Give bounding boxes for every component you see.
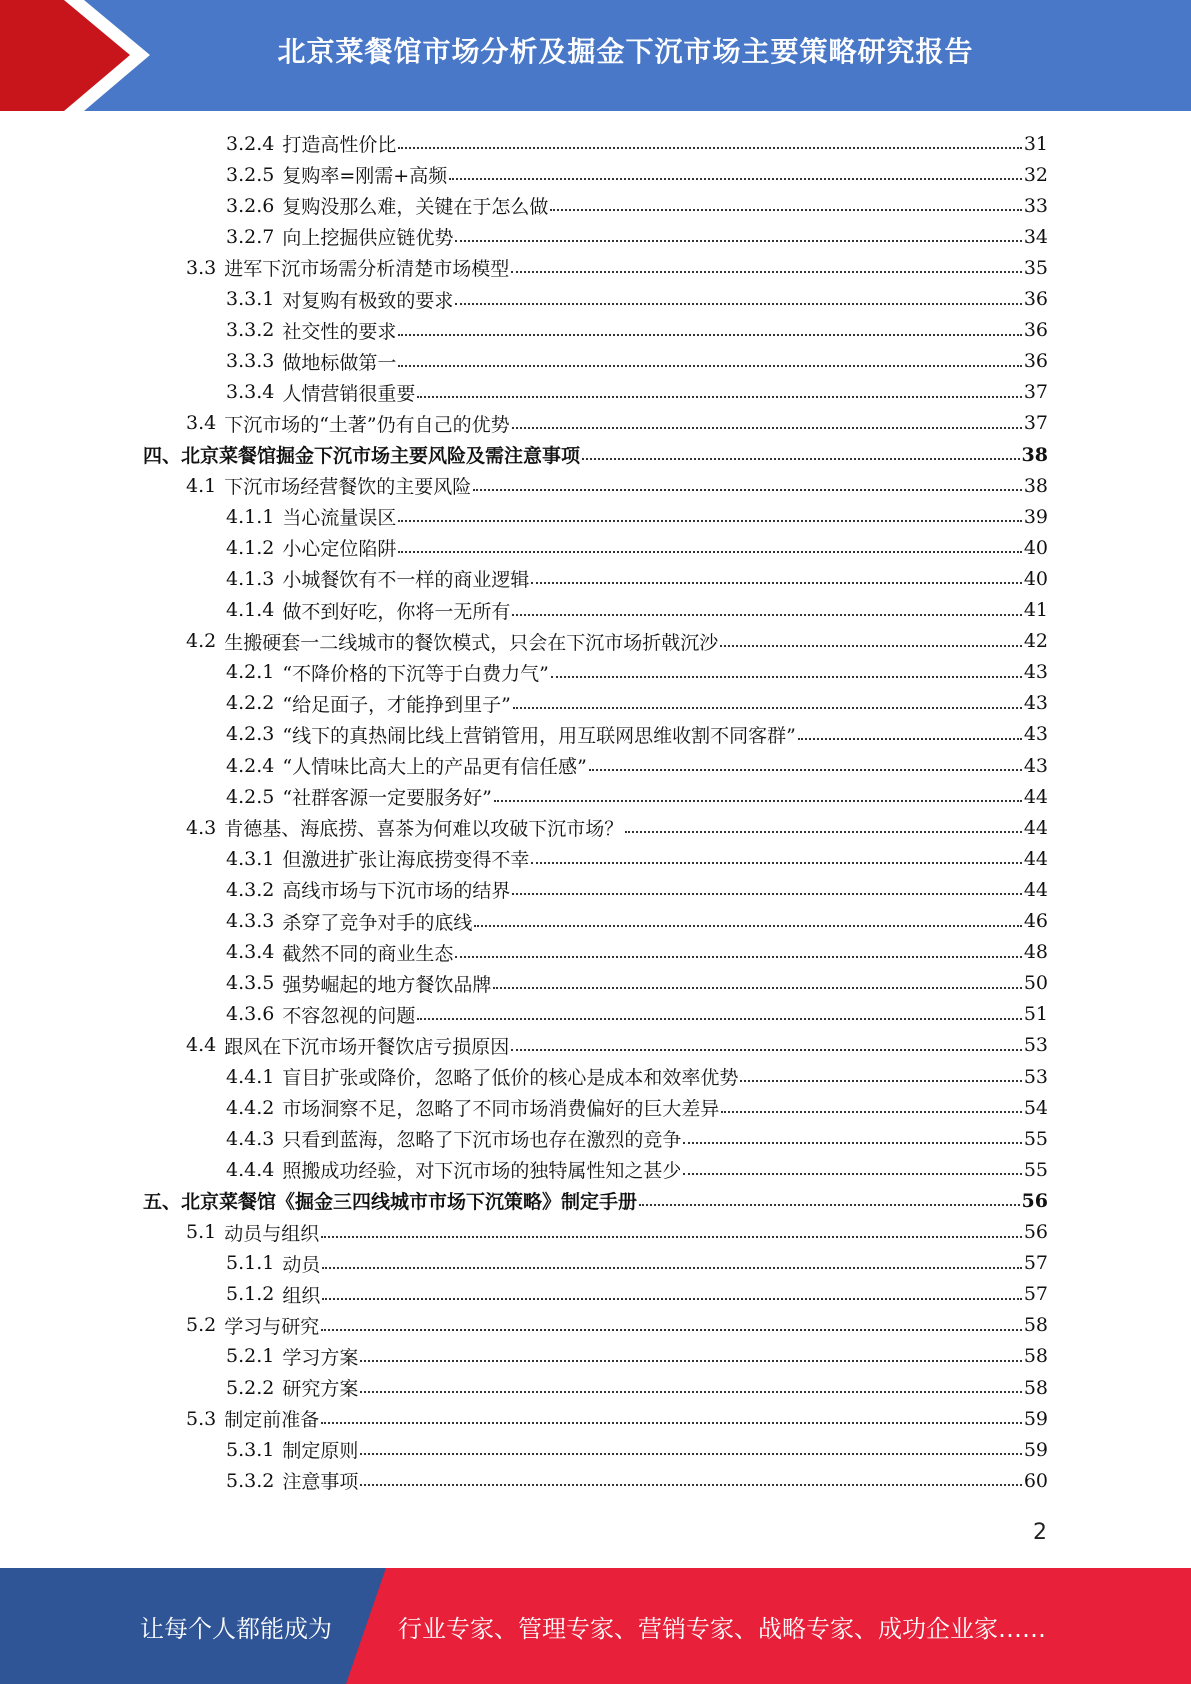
toc-entry-title: 小城餐饮有不一样的商业逻辑 — [282, 569, 530, 592]
toc-entry[interactable] — [186, 1403, 1048, 1434]
toc-dot-leader — [512, 892, 1021, 895]
toc-dot-leader — [720, 644, 1022, 647]
toc-entry-number: 4.4 — [186, 1034, 217, 1057]
toc-entry-title: 强势崛起的地方餐饮品牌 — [282, 973, 492, 996]
toc-dot-leader — [321, 1235, 1022, 1238]
toc-entry-page: 55 — [1023, 1127, 1048, 1150]
footer-slogan-left: 让每个人都能成为 — [140, 1614, 332, 1643]
toc-dot-leader — [531, 861, 1021, 864]
toc-entry-title: “线下的真热闹比线上营销管用，用互联网思维收割不同客群” — [282, 724, 796, 747]
toc-entry-page: 43 — [1023, 754, 1048, 777]
toc-dot-leader — [321, 1328, 1022, 1331]
toc-entry-title: 制定前准备 — [224, 1409, 320, 1432]
toc-dot-leader — [398, 333, 1021, 336]
toc-dot-leader — [360, 1483, 1021, 1486]
toc-entry-number: 4.3.2 — [226, 878, 275, 901]
toc-entry[interactable] — [226, 657, 1048, 688]
toc-entry[interactable] — [226, 221, 1048, 252]
toc-entry[interactable] — [226, 1372, 1048, 1403]
toc-entry-number: 4.1.1 — [226, 505, 275, 528]
toc-entry-title: 小心定位陷阱 — [282, 538, 397, 561]
toc-entry-number: 5.2 — [186, 1314, 217, 1337]
header-arrow-decoration — [0, 0, 150, 111]
toc-entry[interactable] — [226, 750, 1048, 781]
toc-entry-page: 32 — [1023, 163, 1048, 186]
toc-dot-leader — [589, 768, 1022, 771]
toc-entry-number: 4.1.4 — [226, 599, 275, 621]
toc-entry[interactable] — [226, 128, 1048, 159]
toc-dot-leader — [322, 1266, 1021, 1269]
toc-entry-page: 58 — [1023, 1345, 1048, 1368]
toc-dot-leader — [398, 364, 1021, 367]
toc-entry-number: 3.3.1 — [226, 288, 275, 310]
toc-entry[interactable] — [143, 1185, 1048, 1216]
toc-entry[interactable] — [226, 159, 1048, 190]
toc-entry-number: 4.2.5 — [226, 785, 275, 808]
toc-dot-leader — [721, 1110, 1021, 1113]
toc-entry-number: 4.2.4 — [226, 754, 275, 777]
toc-entry-page: 46 — [1023, 910, 1048, 932]
toc-entry-page: 38 — [1023, 474, 1048, 497]
toc-dot-leader — [398, 519, 1021, 522]
toc-entry-number: 3.2.5 — [226, 163, 275, 186]
toc-entry-page: 43 — [1023, 692, 1048, 715]
toc-entry-page: 50 — [1023, 972, 1048, 995]
toc-entry-number: 4.2.3 — [226, 723, 275, 746]
toc-entry-page: 36 — [1023, 350, 1048, 373]
toc-entry-title: 做不到好吃，你将一无所有 — [282, 600, 511, 623]
toc-entry-page: 60 — [1023, 1469, 1048, 1492]
toc-entry-number: 4.1 — [186, 474, 217, 497]
toc-dot-leader — [493, 986, 1021, 989]
toc-entry-title: 向上挖掘供应链优势 — [282, 227, 454, 250]
toc-dot-leader — [550, 208, 1021, 211]
toc-entry-page: 43 — [1023, 723, 1048, 746]
toc-entry[interactable] — [226, 563, 1048, 594]
toc-entry[interactable] — [226, 968, 1048, 999]
toc-dot-leader — [511, 270, 1022, 273]
toc-entry-number: 3.3.4 — [226, 381, 275, 404]
toc-entry[interactable] — [226, 843, 1048, 874]
toc-entry-page: 31 — [1023, 132, 1048, 155]
toc-entry-title: 杀穿了竞争对手的底线 — [282, 911, 473, 934]
toc-entry-title: 制定原则 — [282, 1440, 359, 1463]
toc-entry-page: 44 — [1023, 785, 1048, 808]
toc-entry[interactable] — [226, 1061, 1048, 1092]
toc-dot-leader — [639, 1203, 1020, 1206]
toc-entry[interactable] — [186, 470, 1048, 501]
toc-entry-page: 54 — [1023, 1096, 1048, 1119]
toc-entry-number: 5.2.2 — [226, 1376, 275, 1399]
toc-entry[interactable] — [226, 1341, 1048, 1372]
toc-dot-leader — [494, 799, 1022, 802]
toc-entry-number: 5.3.1 — [226, 1438, 275, 1461]
toc-entry-number: 3.2.4 — [226, 132, 275, 155]
toc-entry-number: 4.3.6 — [226, 1003, 275, 1026]
toc-entry-number: 3.3 — [186, 256, 217, 279]
toc-entry-page: 55 — [1023, 1158, 1048, 1181]
toc-entry[interactable] — [226, 315, 1048, 346]
toc-entry[interactable] — [226, 501, 1048, 532]
toc-dot-leader — [740, 1079, 1021, 1082]
toc-entry-title: 肯德基、海底捞、喜茶为何难以攻破下沉市场？ — [224, 818, 624, 841]
toc-entry-title: 下沉市场的“土著”仍有自己的优势 — [224, 413, 510, 436]
toc-entry-page: 34 — [1023, 225, 1048, 248]
toc-entry-number: 5.1.1 — [226, 1252, 275, 1275]
toc-entry-title: 对复购有极致的要求 — [282, 289, 454, 312]
toc-dot-leader — [798, 737, 1022, 740]
toc-entry-title: 生搬硬套一二线城市的餐饮模式，只会在下沉市场折戟沉沙 — [224, 631, 719, 654]
toc-entry-title: 人情营销很重要 — [282, 382, 416, 405]
toc-dot-leader — [360, 1452, 1021, 1455]
toc-entry-title: 研究方案 — [282, 1378, 359, 1400]
toc-entry-page: 40 — [1023, 567, 1048, 590]
toc-entry-title: 社交性的要求 — [282, 320, 397, 343]
toc-entry-page: 56 — [1023, 1221, 1048, 1243]
toc-entry-number: 3.4 — [186, 412, 217, 435]
toc-entry-number: 3.3.2 — [226, 319, 275, 342]
toc-entry-page: 51 — [1023, 1003, 1048, 1026]
footer-slogan-right: 行业专家、管理专家、营销专家、战略专家、成功企业家…… — [398, 1614, 1046, 1643]
toc-dot-leader — [683, 1172, 1021, 1175]
toc-entry-page: 40 — [1023, 536, 1048, 559]
toc-entry-page: 59 — [1023, 1407, 1048, 1430]
toc-entry-page: 37 — [1023, 412, 1048, 435]
toc-entry[interactable] — [226, 1092, 1048, 1123]
toc-dot-leader — [322, 1297, 1021, 1300]
toc-dot-leader — [398, 146, 1021, 149]
toc-entry-page: 38 — [1021, 443, 1048, 466]
toc-entry[interactable] — [226, 781, 1048, 812]
toc-entry-page: 33 — [1023, 194, 1048, 217]
toc-dot-leader — [360, 1390, 1021, 1393]
toc-entry-title: 组织 — [282, 1284, 321, 1307]
toc-entry[interactable] — [226, 346, 1048, 377]
page-header — [0, 0, 1191, 111]
toc-entry-number: 4.2 — [186, 630, 217, 653]
toc-entry-number: 4.3.1 — [226, 847, 275, 870]
toc-entry[interactable] — [186, 1217, 1048, 1248]
toc-dot-leader — [551, 675, 1022, 678]
toc-entry-number: 4.4.4 — [226, 1158, 275, 1181]
toc-entry-number: 4.3.4 — [226, 941, 275, 964]
toc-entry[interactable] — [143, 439, 1048, 470]
toc-entry-number: 5.3.2 — [226, 1469, 275, 1492]
toc-entry-page: 36 — [1023, 319, 1048, 342]
toc-entry-number: 4.3 — [186, 816, 217, 839]
report-title: 北京菜餐馆市场分析及掘金下沉市场主要策略研究报告 — [277, 35, 974, 68]
toc-entry-page: 37 — [1023, 381, 1048, 404]
toc-entry-number: 4.4.3 — [226, 1127, 275, 1150]
toc-entry-title: 打造高性价比 — [282, 134, 397, 156]
toc-entry[interactable] — [226, 190, 1048, 221]
toc-entry-number: 4.4.2 — [226, 1096, 275, 1119]
toc-entry[interactable] — [186, 408, 1048, 439]
toc-entry-title: “给足面子，才能挣到里子” — [282, 693, 511, 716]
toc-entry[interactable] — [186, 812, 1048, 843]
toc-entry-page: 48 — [1023, 941, 1048, 964]
toc-entry[interactable] — [226, 719, 1048, 750]
toc-entry-page: 58 — [1023, 1376, 1048, 1399]
toc-entry-page: 41 — [1023, 599, 1048, 621]
toc-entry[interactable] — [226, 1154, 1048, 1185]
toc-entry[interactable] — [226, 874, 1048, 905]
toc-entry-number: 4.4.1 — [226, 1065, 275, 1088]
toc-entry-number: 5.1 — [186, 1221, 217, 1243]
toc-entry-title: 市场洞察不足，忽略了不同市场消费偏好的巨大差异 — [282, 1098, 720, 1121]
toc-entry-page: 53 — [1023, 1034, 1048, 1057]
toc-entry-title: “社群客源一定要服务好” — [282, 787, 492, 810]
toc-entry[interactable] — [226, 1434, 1048, 1465]
toc-dot-leader — [625, 830, 1022, 833]
toc-entry[interactable] — [226, 1123, 1048, 1154]
toc-entry[interactable] — [226, 906, 1048, 937]
toc-entry-page: 42 — [1023, 630, 1048, 653]
toc-entry-number: 3.2.6 — [226, 194, 275, 217]
toc-dot-leader — [683, 1141, 1021, 1144]
toc-entry[interactable] — [226, 532, 1048, 563]
toc-entry[interactable] — [226, 284, 1048, 315]
toc-entry-number: 5.1.2 — [226, 1283, 275, 1306]
toc-entry-number: 4.3.3 — [226, 910, 275, 932]
toc-entry-title: 高线市场与下沉市场的结界 — [282, 880, 511, 903]
toc-dot-leader — [455, 302, 1021, 305]
toc-entry[interactable] — [226, 937, 1048, 968]
toc-entry-title: 复购率=刚需+高频 — [282, 165, 448, 188]
toc-entry[interactable] — [186, 626, 1048, 657]
toc-entry-title: 四、北京菜餐馆掘金下沉市场主要风险及需注意事项 — [143, 445, 581, 467]
toc-dot-leader — [417, 395, 1021, 398]
toc-dot-leader — [474, 924, 1021, 927]
toc-entry-number: 3.3.3 — [226, 350, 275, 373]
toc-entry[interactable] — [186, 252, 1048, 283]
toc-entry[interactable] — [226, 1279, 1048, 1310]
toc-entry-title: “不降价格的下沉等于白费力气” — [282, 662, 549, 685]
toc-entry-page: 39 — [1023, 505, 1048, 528]
toc-entry[interactable] — [186, 1030, 1048, 1061]
toc-entry-page: 57 — [1023, 1252, 1048, 1275]
toc-entry-title: 不容忽视的问题 — [282, 1004, 416, 1027]
toc-entry[interactable] — [226, 595, 1048, 626]
toc-entry[interactable] — [226, 688, 1048, 719]
toc-entry-title: 学习方案 — [282, 1346, 359, 1369]
toc-entry-title: 跟风在下沉市场开餐饮店亏损原因 — [224, 1035, 510, 1058]
toc-entry-number: 5.3 — [186, 1407, 217, 1430]
toc-dot-leader — [455, 239, 1021, 242]
toc-dot-leader — [512, 426, 1022, 429]
toc-entry-title: 五、北京菜餐馆《掘金三四线城市市场下沉策略》制定手册 — [143, 1191, 638, 1214]
toc-entry-page: 35 — [1023, 256, 1048, 279]
toc-entry-title: 下沉市场经营餐饮的主要风险 — [224, 476, 472, 499]
toc-entry-page: 36 — [1023, 288, 1048, 310]
toc-entry[interactable] — [226, 377, 1048, 408]
toc-entry-title: 照搬成功经验，对下沉市场的独特属性知之甚少 — [282, 1160, 682, 1183]
toc-dot-leader — [582, 457, 1020, 460]
toc-entry-title: 做地标做第一 — [282, 351, 397, 374]
toc-entry-number: 5.2.1 — [226, 1345, 275, 1368]
toc-entry-title: 但激进扩张让海底捞变得不幸 — [282, 849, 530, 872]
toc-entry-number: 4.2.1 — [226, 661, 275, 684]
toc-dot-leader — [360, 1359, 1021, 1362]
toc-entry-number: 4.2.2 — [226, 692, 275, 715]
toc-entry[interactable] — [226, 999, 1048, 1030]
toc-dot-leader — [512, 613, 1021, 616]
toc-entry-title: 当心流量误区 — [282, 507, 397, 530]
page-number: 2 — [1033, 1520, 1047, 1545]
toc-dot-leader — [513, 706, 1022, 709]
toc-entry-number: 4.1.3 — [226, 567, 275, 590]
toc-entry-title: 进军下沉市场需分析清楚市场模型 — [224, 258, 510, 281]
toc-dot-leader — [531, 581, 1021, 584]
toc-entry-title: 动员与组织 — [224, 1222, 320, 1245]
toc-entry-page: 58 — [1023, 1314, 1048, 1337]
toc-entry-title: 复购没那么难，关键在于怎么做 — [282, 196, 549, 219]
toc-entry-title: 只看到蓝海，忽略了下沉市场也存在激烈的竞争 — [282, 1129, 682, 1152]
toc-dot-leader — [398, 550, 1021, 553]
toc-entry-number: 4.3.5 — [226, 972, 275, 995]
toc-entry[interactable] — [226, 1248, 1048, 1279]
toc-entry-page: 56 — [1021, 1189, 1048, 1212]
page-footer — [0, 1568, 1191, 1684]
toc-entry-page: 59 — [1023, 1438, 1048, 1461]
toc-entry-title: 注意事项 — [282, 1471, 359, 1494]
toc-dot-leader — [417, 1017, 1021, 1020]
toc-entry-title: 盲目扩张或降价，忽略了低价的核心是成本和效率优势 — [282, 1067, 739, 1089]
toc-entry[interactable] — [226, 1465, 1048, 1496]
toc-entry-page: 44 — [1023, 878, 1048, 901]
toc-entry-page: 57 — [1023, 1283, 1048, 1306]
toc-dot-leader — [455, 955, 1021, 958]
toc-dot-leader — [449, 177, 1022, 180]
toc-entry-title: “人情味比高大上的产品更有信任感” — [282, 756, 587, 778]
toc-dot-leader — [511, 1048, 1022, 1051]
toc-entry-title: 截然不同的商业生态 — [282, 942, 454, 965]
toc-entry-page: 44 — [1023, 847, 1048, 870]
toc-entry-page: 53 — [1023, 1065, 1048, 1088]
toc-entry-number: 3.2.7 — [226, 225, 275, 248]
toc-dot-leader — [321, 1421, 1022, 1424]
toc-entry-number: 4.1.2 — [226, 536, 275, 559]
toc-entry-title: 学习与研究 — [224, 1315, 320, 1338]
toc-entry-page: 44 — [1023, 816, 1048, 839]
toc-entry[interactable] — [186, 1310, 1048, 1341]
toc-dot-leader — [473, 488, 1022, 491]
toc-entry-title: 动员 — [282, 1253, 321, 1276]
toc-entry-page: 43 — [1023, 661, 1048, 684]
